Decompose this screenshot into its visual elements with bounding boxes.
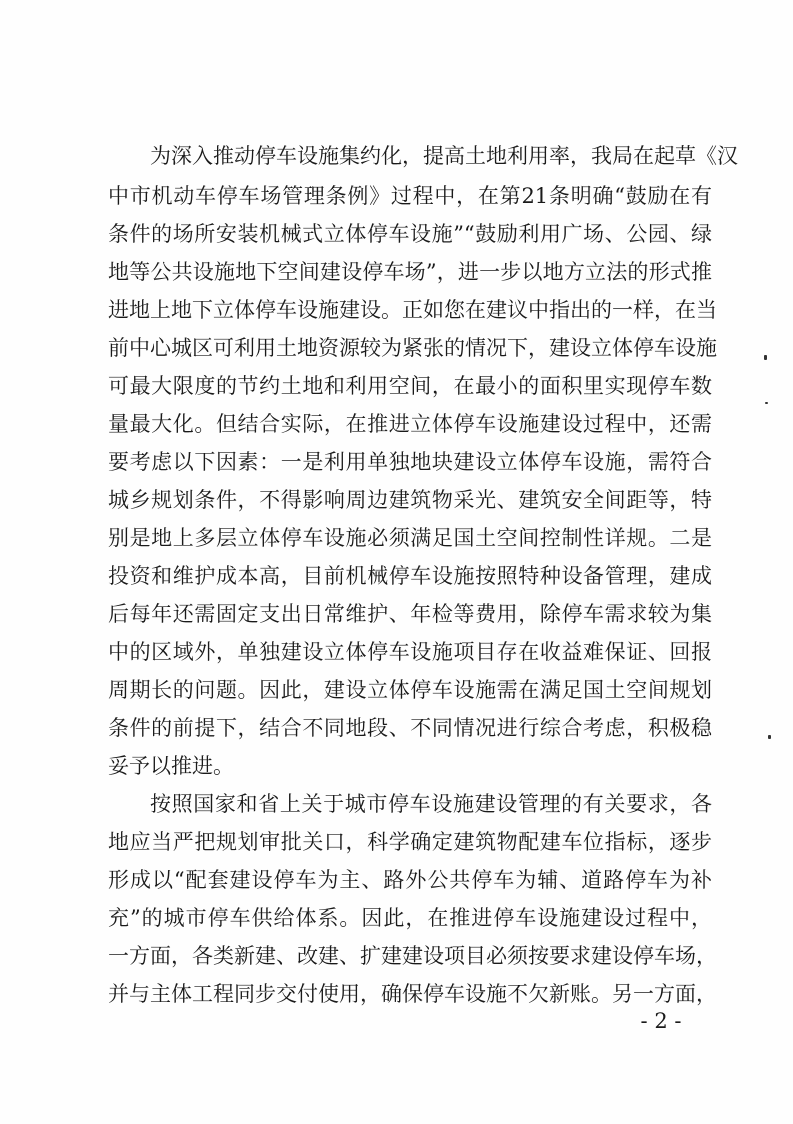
paragraph-1-line-11: 别是地上多层立体停车设施必须满足国土空间控制性详规。二是: [108, 526, 712, 550]
paragraph-2-line-2: 地应当严把规划审批关口，科学确定建筑物配建车位指标，逐步: [108, 830, 712, 854]
paragraph-1-line-9: 要考虑以下因素：一是利用单独地块建设立体停车设施，需符合: [108, 450, 712, 474]
paragraph-2-line-1: 按照国家和省上关于城市停车设施建设管理的有关要求，各: [150, 792, 712, 816]
paragraph-2-line-4: 充”的城市停车供给体系。因此，在推进停车设施建设过程中，: [108, 906, 712, 930]
paragraph-1-line-15: 周期长的问题。因此，建设立体停车设施需在满足国土空间规划: [108, 678, 712, 702]
paragraph-1-line-1: 为深入推动停车设施集约化，提高土地利用率，我局在起草《汉: [150, 144, 738, 168]
paragraph-2-line-6: 并与主体工程同步交付使用，确保停车设施不欠新账。另一方面，: [108, 982, 717, 1006]
paragraph-2-line-3: 形成以“配套建设停车为主、路外公共停车为辅、道路停车为补: [108, 868, 712, 892]
scan-speck: [764, 355, 767, 360]
paragraph-1-line-3: 条件的场所安装机械式立体停车设施”“鼓励利用广场、公园、绿: [108, 222, 712, 246]
paragraph-1-line-14: 中的区域外，单独建设立体停车设施项目存在收益难保证、回报: [108, 640, 712, 664]
paragraph-1-line-7: 可最大限度的节约土地和利用空间，在最小的面积里实现停车数: [108, 374, 712, 398]
paragraph-1-line-10: 城乡规划条件，不得影响周边建筑物采光、建筑安全间距等，特: [108, 488, 712, 512]
paragraph-1-line-4: 地等公共设施地下空间建设停车场”，进一步以地方立法的形式推: [108, 260, 712, 284]
paragraph-1-line-16: 条件的前提下，结合不同地段、不同情况进行综合考虑，积极稳: [108, 716, 712, 740]
paragraph-1-line-13: 后每年还需固定支出日常维护、年检等费用，除停车需求较为集: [108, 602, 712, 626]
paragraph-1-line-8: 量最大化。但结合实际，在推进立体停车设施建设过程中，还需: [108, 412, 712, 436]
paragraph-1-line-17: 妥予以推进。: [108, 754, 234, 778]
paragraph-2-line-5: 一方面，各类新建、改建、扩建建设项目必须按要求建设停车场，: [108, 944, 717, 968]
paragraph-1-line-5: 进地上地下立体停车设施建设。正如您在建议中指出的一样，在当: [108, 298, 717, 322]
page-number: - 2 -: [640, 1009, 682, 1033]
paragraph-1-line-12: 投资和维护成本高，目前机械停车设施按照特种设备管理，建成: [108, 564, 712, 588]
paragraph-1-line-6: 前中心城区可利用土地资源较为紧张的情况下，建设立体停车设施: [108, 336, 717, 360]
paragraph-1-line-2: 中市机动车停车场管理条例》过程中，在第21条明确“鼓励在有: [108, 184, 712, 208]
scan-speck: [765, 402, 768, 404]
scan-speck: [768, 735, 771, 739]
